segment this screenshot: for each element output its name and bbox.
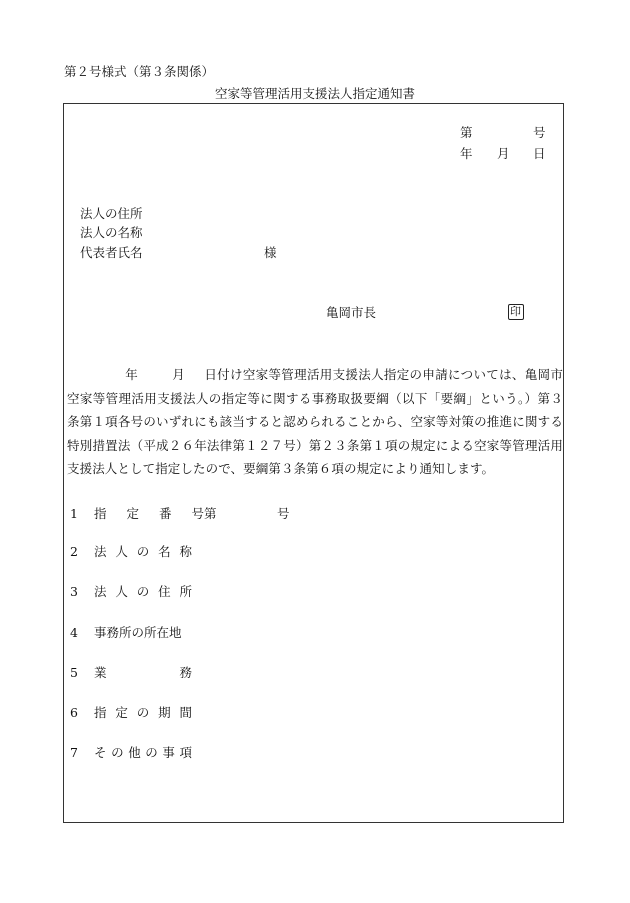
label-char: の xyxy=(136,584,150,599)
form-number: 第２号様式（第３条関係） xyxy=(64,64,215,79)
item-row xyxy=(70,747,192,760)
issuer-title: 亀岡市長 xyxy=(326,305,377,320)
label-char: 人 xyxy=(115,544,128,559)
body-paragraph xyxy=(67,363,563,481)
label-char: 事 xyxy=(162,745,175,760)
item-label-designation-period xyxy=(94,707,192,720)
representative-label: 代表者氏名 xyxy=(80,245,143,260)
item-label-corporation-name xyxy=(94,546,192,559)
label-char: の xyxy=(136,544,150,559)
honorific: 様 xyxy=(264,245,277,260)
item-row xyxy=(70,586,192,599)
label-char: 住 xyxy=(158,584,171,599)
address-label: 法人の住所 xyxy=(80,206,143,221)
label-char: 指 xyxy=(94,506,107,521)
label-char: 間 xyxy=(179,705,192,720)
item-row xyxy=(70,707,192,720)
label-char: 項 xyxy=(179,745,192,760)
label-char: 法 xyxy=(94,544,107,559)
label-char: 法 xyxy=(94,584,107,599)
item-label-business xyxy=(94,667,192,680)
number-prefix: 第 xyxy=(460,125,473,140)
item-row xyxy=(70,546,192,559)
label-char: 定 xyxy=(126,506,139,521)
body-month: 月 xyxy=(172,367,186,382)
label-char: 期 xyxy=(158,705,171,720)
item-label-other-matters xyxy=(94,747,192,760)
item-number: 3 xyxy=(70,584,78,599)
item-label-corporation-address xyxy=(94,586,192,599)
label-char: 定 xyxy=(115,705,128,720)
date-year: 年 xyxy=(460,146,473,161)
seal-text: 印 xyxy=(510,305,521,318)
item-number: 2 xyxy=(70,544,78,559)
label-char: 番 xyxy=(158,506,172,521)
designation-number-prefix: 第 xyxy=(204,506,217,521)
item-label-office-location: 事務所の所在地 xyxy=(94,625,182,640)
item-row xyxy=(70,627,182,640)
item-row xyxy=(70,508,204,521)
designation-number-suffix: 号 xyxy=(277,506,290,521)
label-char: 務 xyxy=(179,665,192,680)
date-day: 日 xyxy=(533,146,546,161)
label-char: 人 xyxy=(115,584,128,599)
item-row xyxy=(70,667,192,680)
item-number: 4 xyxy=(70,625,78,640)
label-char: そ xyxy=(94,745,107,760)
item-number: 1 xyxy=(70,506,78,521)
item-label-designation-number xyxy=(94,508,204,521)
name-label: 法人の名称 xyxy=(80,225,143,240)
document-title: 空家等管理活用支援法人指定通知書 xyxy=(214,86,415,101)
label-char: 他 xyxy=(128,745,141,760)
item-number: 6 xyxy=(70,705,78,720)
label-char: 号 xyxy=(191,506,204,521)
label-char: 業 xyxy=(94,665,107,680)
date-month: 月 xyxy=(497,146,510,161)
item-number: 5 xyxy=(70,665,78,680)
label-char: 称 xyxy=(179,544,192,559)
label-char: 所 xyxy=(179,584,192,599)
number-suffix: 号 xyxy=(533,125,546,140)
item-number: 7 xyxy=(70,745,78,760)
label-char: の xyxy=(136,705,150,720)
label-char: 名 xyxy=(158,544,171,559)
body-year: 年 xyxy=(125,367,139,382)
body-text: 日付け空家等管理活用支援法人指定の申請については、亀岡市空家等管理活用支援法人の指定等に関する事務取扱要綱（以下「要綱」という。）第３条第１項各号のいずれにも該当すると認められることから、空家等対策の推進に関する特別措置法（平成２６年法律第１２７号）第２３条第１項の規定による空家等管理活用支援法人として指定したので、要綱第３条第６項の規定により通知します。 xyxy=(67,367,563,476)
seal xyxy=(508,304,524,320)
label-char: の xyxy=(111,745,124,760)
label-char: の xyxy=(145,745,158,760)
label-char: 指 xyxy=(94,705,107,720)
